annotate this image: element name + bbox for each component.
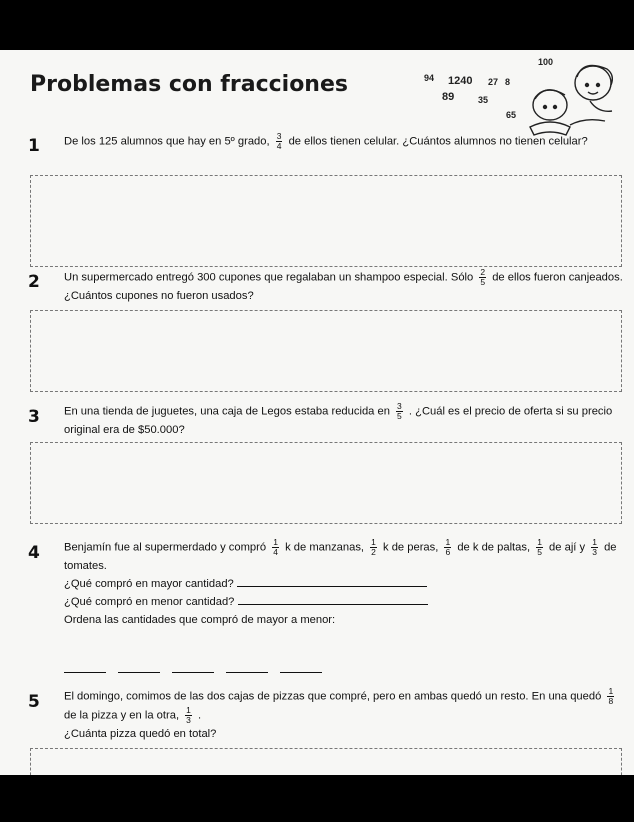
order-blank[interactable] [172, 671, 214, 673]
answer-box[interactable] [30, 310, 622, 392]
order-blanks [64, 660, 334, 678]
problem-text [64, 538, 624, 629]
problem-number: 4 [28, 543, 40, 563]
deco-number: 35 [478, 95, 489, 105]
worksheet [0, 50, 634, 775]
problem-number: 3 [28, 407, 40, 427]
denominator: 5 [397, 411, 402, 421]
question-line [64, 593, 624, 611]
answer-box[interactable] [30, 442, 622, 524]
problem-text-part: Benjamín fue al supermerdado y compró [64, 541, 267, 554]
problem-text-part: En una tienda de juguetes, una caja de Legos estaba reducida en [64, 405, 390, 418]
deco-number: 1240 [448, 75, 473, 87]
problem-text-part: de ají y [549, 541, 586, 554]
denominator: 4 [276, 141, 282, 151]
denominator: 5 [480, 277, 486, 287]
question-text: ¿Cuánta pizza quedó en total? [64, 728, 217, 740]
header-decoration [410, 55, 625, 140]
problem-text-part: de ellos tienen celular. ¿Cuántos alumnos no tienen celular? [288, 135, 588, 148]
answer-blank[interactable] [238, 594, 428, 605]
fraction [536, 538, 543, 557]
problem-text-part: Un supermercado entregó 300 cupones que regalaban un shampoo especial. Sólo [64, 271, 474, 284]
order-blank[interactable] [64, 671, 106, 673]
problem-number: 1 [28, 136, 40, 156]
question-text: ¿Qué compró en mayor cantidad? [64, 578, 234, 590]
problem-text-part: k de manzanas, [285, 541, 365, 554]
order-blank[interactable] [280, 671, 322, 673]
numerator: 1 [186, 705, 191, 715]
deco-number: 8 [505, 77, 511, 87]
denominator: 3 [592, 547, 597, 557]
denominator: 2 [371, 547, 376, 557]
order-blank[interactable] [226, 671, 268, 673]
problem-text-part: . [198, 709, 202, 722]
denominator: 4 [273, 547, 278, 557]
deco-number: 27 [488, 77, 499, 87]
numerator: 2 [480, 267, 486, 277]
numerator: 1 [371, 537, 376, 547]
fraction [479, 268, 486, 287]
problem-text [64, 268, 624, 305]
fraction [591, 538, 598, 557]
numerator: 1 [608, 686, 614, 696]
fraction [607, 687, 614, 706]
deco-number: 89 [442, 91, 455, 103]
fraction [185, 706, 192, 725]
children-reading-illustration [490, 55, 625, 140]
numerator: 1 [592, 537, 597, 547]
fraction [276, 132, 283, 151]
deco-number: 94 [424, 73, 435, 83]
fraction [370, 538, 377, 557]
problem-text-part: El domingo, comimos de las dos cajas de pizzas que compré, pero en ambas quedó un resto. En una quedó [64, 690, 602, 703]
deco-number: 100 [538, 57, 554, 67]
problem-text-part: de ellos fueron canjeados. ¿Cuántos cupones no fueron usados? [64, 271, 623, 302]
problem-text-part: de la pizza y en la otra, [64, 709, 180, 722]
fraction [444, 538, 451, 557]
question-text: ¿Qué compró en menor cantidad? [64, 596, 235, 608]
fraction [396, 402, 403, 421]
answer-box[interactable] [30, 748, 622, 775]
problem-number: 2 [28, 272, 40, 292]
denominator: 5 [537, 547, 542, 557]
problem-text-part: de k de paltas, [457, 541, 531, 554]
denominator: 8 [608, 696, 614, 706]
problem-text [64, 402, 624, 439]
numerator: 3 [276, 131, 282, 141]
fraction [272, 538, 279, 557]
problem-text-part: . ¿Cuál es el precio de oferta si su precio original era de $50.000? [64, 405, 613, 436]
numerator: 1 [537, 537, 542, 547]
question-line [64, 575, 624, 593]
page-title: Problemas con fracciones [30, 72, 348, 97]
numerator: 1 [273, 537, 278, 547]
problem-text [64, 687, 624, 743]
denominator: 3 [186, 715, 191, 725]
problem-number: 5 [28, 692, 40, 712]
answer-box[interactable] [30, 175, 622, 267]
problem-text [64, 132, 624, 151]
question-text: Ordena las cantidades que compró de mayor a menor: [64, 614, 336, 626]
answer-blank[interactable] [237, 576, 427, 587]
numerator: 3 [397, 401, 402, 411]
problem-text-part: De los 125 alumnos que hay en 5º grado, [64, 135, 270, 148]
problem-text-part: k de peras, [383, 541, 439, 554]
numerator: 1 [445, 537, 451, 547]
order-blank[interactable] [118, 671, 160, 673]
deco-number: 65 [506, 110, 517, 120]
problem-text-part: de tomates. [64, 541, 617, 572]
denominator: 6 [445, 547, 451, 557]
